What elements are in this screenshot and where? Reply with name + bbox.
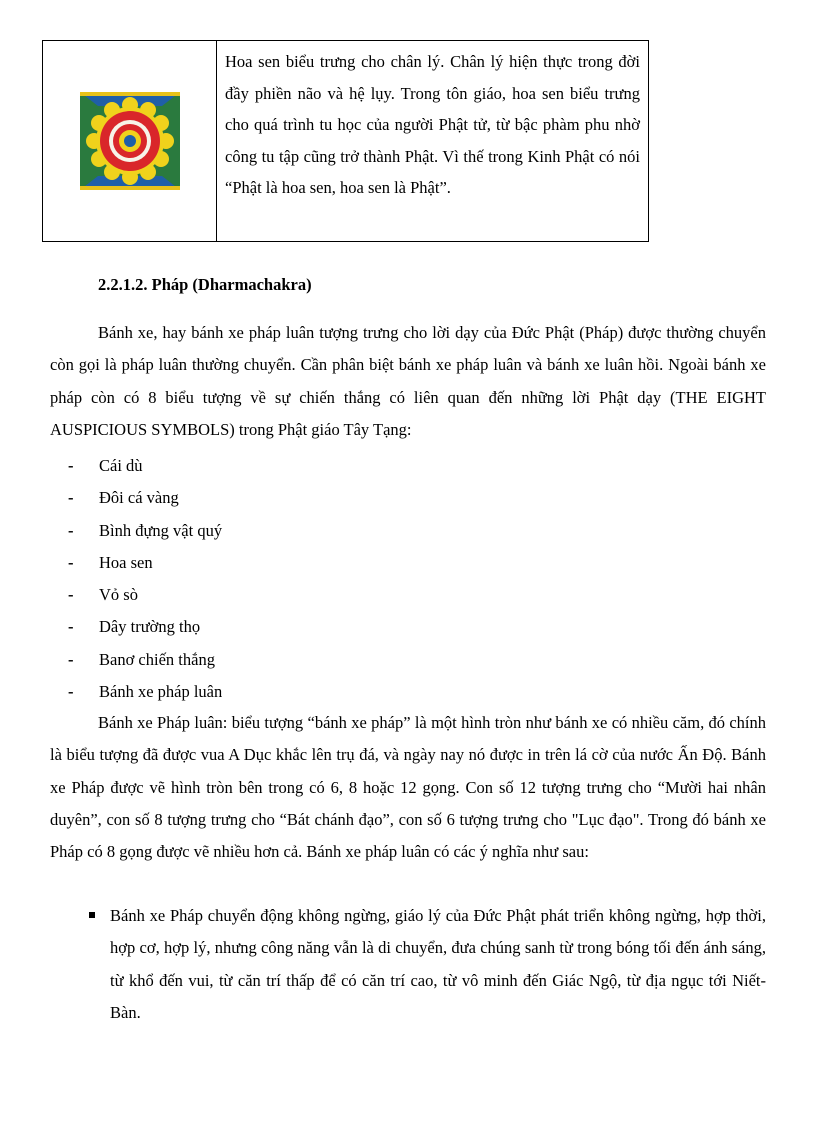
- paragraph-dharma-wheel: Bánh xe Pháp luân: biểu tượng “bánh xe pháp” là một hình tròn như bánh xe có nhiều căm, đó chính là biểu tượng đã được vua A Dục khắc lên trụ đá, và ngày nay nó được in trên lá cờ của nước Ấn Độ. Bánh xe Pháp được vẽ hình tròn bên trong có 6, 8 hoặc 12 gọng. Con số 12 tượng trưng cho “Mười hai nhân duyên”, con số 8 tượng trưng cho “Bát chánh đạo”, con số 6 tượng trưng cho "Lục đạo". Trong đó bánh xe Pháp có 8 gọng được vẽ nhiều hơn cả. Bánh xe pháp luân có các ý nghĩa như sau:: [50, 713, 766, 862]
- list-item: - Bình đựng vật quý: [68, 520, 223, 540]
- list-item: - Vỏ sò: [68, 585, 138, 605]
- meaning-list: [86, 900, 766, 1029]
- lotus-table: [42, 40, 649, 242]
- list-item: - Cái dù: [68, 456, 143, 475]
- table-text: Hoa sen biểu trưng cho chân lý. Chân lý hiện thực trong đời đầy phiền não và hệ lụy. Trong tôn giáo, hoa sen biểu trưng cho quá trình tu học của người Phật tử, từ bậc phàm phu nhờ công tu tập cũng trở thành Phật. Vì thế trong Kinh Phật có nói “Phật là hoa sen, hoa sen là Phật”.: [225, 52, 640, 197]
- list-item: - Hoa sen: [68, 552, 153, 572]
- section-heading: 2.2.1.2. Pháp (Dharmachakra): [98, 275, 312, 294]
- paragraph-intro: Bánh xe, hay bánh xe pháp luân tượng trưng cho lời dạy của Đức Phật (Pháp) được thường chuyển còn gọi là pháp luân thường chuyển. Cần phân biệt bánh xe pháp luân và bánh xe luân hồi. Ngoài bánh xe pháp còn có 8 biểu tượng về sự chiến thắng có liên quan đến những lời Phật dạy (THE EIGHT AUSPICIOUS SYMBOLS) trong Phật giáo Tây Tạng:: [50, 323, 766, 439]
- square-bullet-icon: [86, 900, 110, 1029]
- list-item: - Đôi cá vàng: [68, 488, 179, 508]
- list-item: - Banơ chiến thắng: [68, 649, 215, 669]
- list-item: - Bánh xe pháp luân: [68, 682, 223, 702]
- list-item: Bánh xe Pháp chuyển động không ngừng, giáo lý của Đức Phật phát triển không ngừng, hợp thời, hợp cơ, hợp lý, nhưng công năng vẫn là di chuyển, đưa chúng sanh từ trong bóng tối đến ánh sáng, từ khổ đến vui, từ căn trí thấp để có căn trí cao, từ vô minh đến Giác Ngộ, từ địa ngục tới Niết-Bàn.: [86, 900, 766, 1029]
- lotus-mandala-image: [80, 92, 180, 190]
- table-image-cell: [43, 41, 217, 241]
- list-item: - Dây trường thọ: [68, 617, 201, 637]
- symbols-list: [68, 450, 222, 708]
